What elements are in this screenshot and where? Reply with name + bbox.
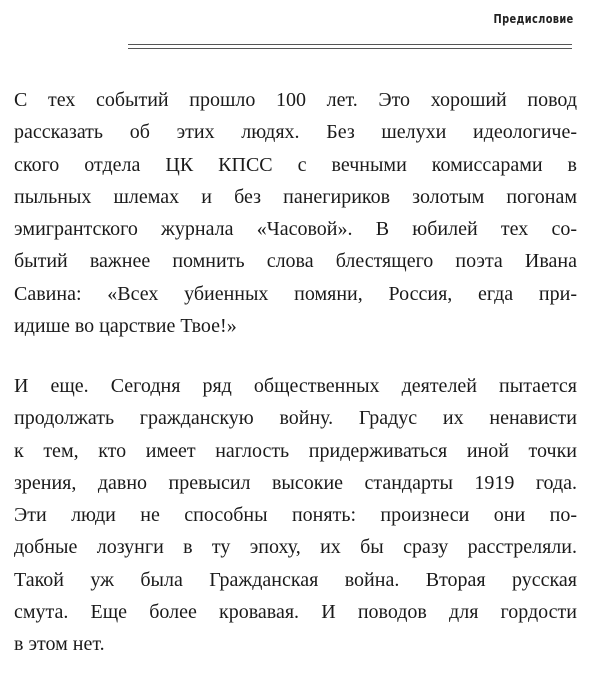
- paragraph-line: пыльных шлемах и без панегириков золотым погонам: [14, 185, 577, 208]
- paragraph-line: идише во царствие Твое!»: [14, 315, 237, 338]
- paragraph-line: продолжать гражданскую войну. Градус их ненависти: [14, 407, 577, 430]
- paragraph-1: [14, 84, 577, 342]
- paragraph-line: эмигрантского журнала «Часовой». В юбилей тех со-: [14, 218, 577, 241]
- paragraph-2: [14, 370, 577, 661]
- paragraph-line: Эти люди не способны понять: произнеси они по-: [14, 504, 577, 527]
- paragraph-line: смута. Еще более кровавая. И поводов для гордости: [14, 601, 577, 624]
- paragraph-line: Савина: «Всех убиенных помяни, Россия, егда при-: [14, 282, 577, 305]
- header-rule-top: [128, 44, 572, 45]
- paragraph-line: добные лозунги в ту эпоху, их бы сразу расстреляли.: [14, 536, 577, 559]
- header-rule-bottom: [128, 48, 572, 49]
- paragraph-line: зрения, давно превысил высокие стандарты 1919 года.: [14, 471, 577, 494]
- paragraph-line: к тем, кто имеет наглость придерживаться иной точки: [14, 439, 577, 462]
- running-header-title: Предисловие: [493, 12, 574, 26]
- paragraph-line: в этом нет.: [14, 633, 105, 656]
- paragraph-line: И еще. Сегодня ряд общественных деятелей пытается: [14, 375, 577, 397]
- paragraph-line: Такой уж была Гражданская война. Вторая русская: [14, 568, 577, 591]
- paragraph-line: бытий важнее помнить слова блестящего поэта Ивана: [14, 250, 577, 273]
- paragraph-line: рассказать об этих людях. Без шелухи идеологиче-: [14, 121, 577, 144]
- paragraph-line: С тех событий прошло 100 лет. Это хороший повод: [14, 89, 577, 111]
- paragraph-line: ского отдела ЦК КПСС с вечными комиссарами в: [14, 153, 577, 176]
